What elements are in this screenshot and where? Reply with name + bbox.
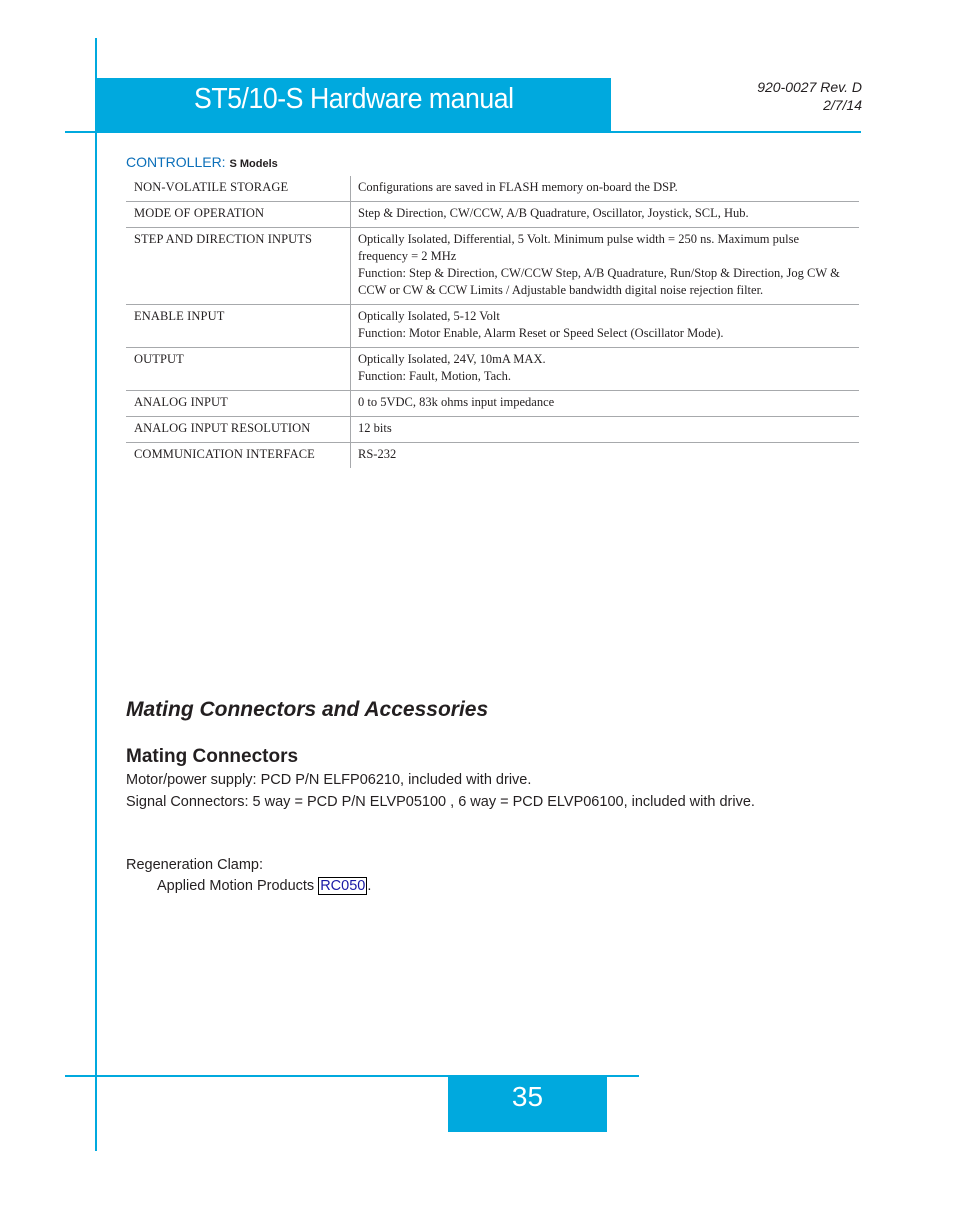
spec-value xyxy=(351,348,860,391)
spec-row xyxy=(126,202,859,228)
page-number: 35 xyxy=(511,1081,544,1112)
spec-label: ANALOG INPUT RESOLUTION xyxy=(126,417,351,443)
spec-value-line: Optically Isolated, 24V, 10mA MAX. xyxy=(358,352,546,366)
spec-value-line: Step & Direction, CW/CCW, A/B Quadrature, Oscillator, Joystick, SCL, Hub. xyxy=(358,206,749,220)
spec-value-line: Configurations are saved in FLASH memory on-board the DSP. xyxy=(358,180,678,194)
signal-connector-text: Signal Connectors: 5 way = PCD P/N ELVP05100 , 6 way = PCD ELVP06100, included with drive. xyxy=(126,794,755,810)
manual-title: ST5/10-S Hardware manual xyxy=(194,83,514,115)
spec-table xyxy=(126,176,859,468)
spec-label: NON-VOLATILE STORAGE xyxy=(126,176,351,202)
spec-value xyxy=(351,176,860,202)
spec-table-body xyxy=(126,176,859,468)
spec-label: ENABLE INPUT xyxy=(126,305,351,348)
spec-label: STEP AND DIRECTION INPUTS xyxy=(126,228,351,305)
document-meta xyxy=(757,78,862,114)
spec-value-line: RS-232 xyxy=(358,447,397,461)
spec-value xyxy=(351,228,860,305)
spec-value xyxy=(351,305,860,348)
spec-row xyxy=(126,417,859,443)
spec-label: OUTPUT xyxy=(126,348,351,391)
spec-row xyxy=(126,228,859,305)
page-number-box xyxy=(448,1077,607,1132)
spec-value-line: 0 to 5VDC, 83k ohms input impedance xyxy=(358,395,555,409)
left-margin-rule xyxy=(95,38,97,1151)
spec-value-line: Function: Fault, Motion, Tach. xyxy=(358,369,512,383)
applied-prefix: Applied Motion Products xyxy=(157,878,319,894)
models-label: S Models xyxy=(229,158,278,170)
spec-row xyxy=(126,391,859,417)
doc-number: 920-0027 Rev. D xyxy=(757,79,862,95)
motor-connector-text: Motor/power supply: PCD P/N ELFP06210, included with drive. xyxy=(126,772,532,788)
header-banner xyxy=(97,78,611,132)
regeneration-clamp-text xyxy=(157,878,371,894)
spec-row xyxy=(126,176,859,202)
spec-row xyxy=(126,443,859,469)
subsection-heading: Mating Connectors xyxy=(126,746,299,767)
spec-value-line: Function: Step & Direction, CW/CCW Step, A/B Quadrature, Run/Stop & Direction, Jog CW & CCW or CW & CCW Limits / Adjustable bandwidth digital noise rejection filter. xyxy=(358,266,840,297)
spec-value-line: 12 bits xyxy=(358,421,392,435)
spec-row xyxy=(126,348,859,391)
spec-value-line: Optically Isolated, 5-12 Volt xyxy=(358,309,500,323)
spec-value-line: Optically Isolated, Differential, 5 Volt. Minimum pulse width = 250 ns. Maximum pulse frequency = 2 MHz xyxy=(358,232,800,263)
controller-heading xyxy=(126,154,278,170)
controller-label: CONTROLLER: xyxy=(126,154,226,170)
rc050-link[interactable]: RC050 xyxy=(320,878,366,894)
regeneration-clamp-label: Regeneration Clamp: xyxy=(126,857,264,873)
spec-label: COMMUNICATION INTERFACE xyxy=(126,443,351,469)
spec-label: MODE OF OPERATION xyxy=(126,202,351,228)
spec-row xyxy=(126,305,859,348)
section-heading: Mating Connectors and Accessories xyxy=(126,698,489,721)
spec-label: ANALOG INPUT xyxy=(126,391,351,417)
spec-value xyxy=(351,202,860,228)
spec-value-line: Function: Motor Enable, Alarm Reset or Speed Select (Oscillator Mode). xyxy=(358,326,724,340)
spec-value xyxy=(351,443,860,469)
spec-value xyxy=(351,417,860,443)
spec-value xyxy=(351,391,860,417)
doc-date: 2/7/14 xyxy=(823,97,862,113)
applied-suffix: . xyxy=(367,878,372,894)
